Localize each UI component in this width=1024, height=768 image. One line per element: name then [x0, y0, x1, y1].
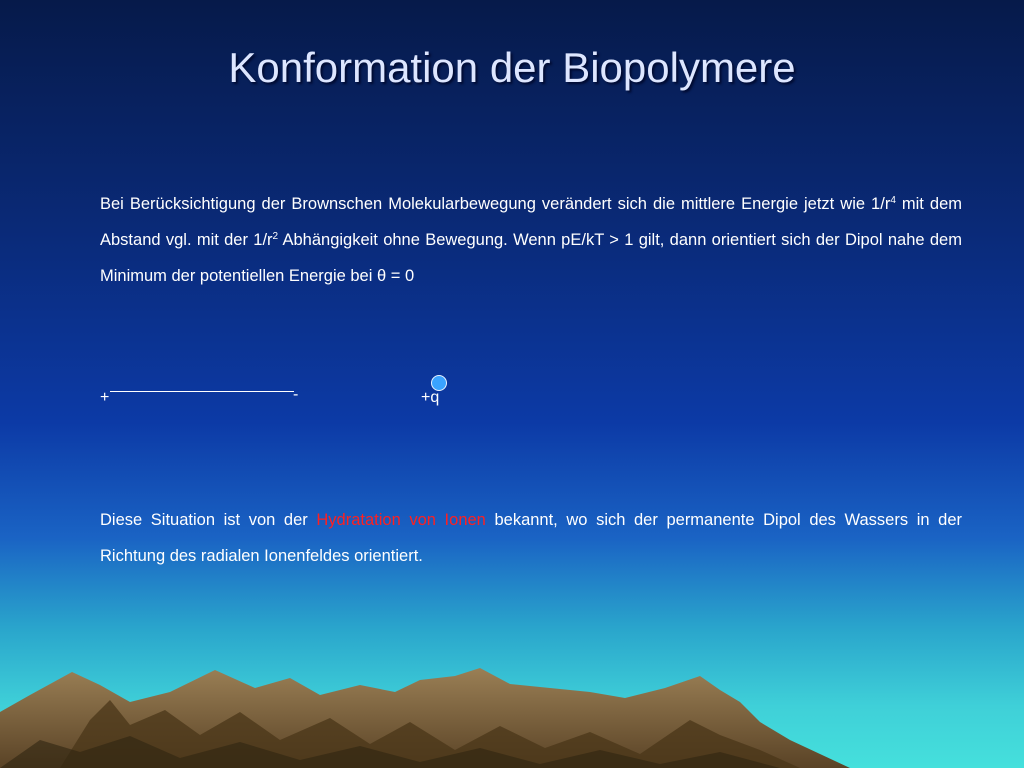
- highlight-term: Hydratation von Ionen: [316, 511, 486, 529]
- dipole-plus-sign: +: [100, 389, 110, 406]
- paragraph-text: Diese Situation ist von der: [100, 511, 317, 529]
- paragraph-text: bekannt, wo sich der permanente Dipol des Wassers in der Richtung des radialen Ionenfeldes orientiert.: [100, 511, 962, 565]
- dipole-minus-sign: -: [293, 386, 299, 403]
- paragraph-energy: [100, 186, 962, 294]
- superscript: 2: [272, 231, 279, 242]
- paragraph-text: Bei Berücksichtigung der Brownschen Molekularbewegung verändert sich die mittlere Energie jetzt wie 1/r: [100, 195, 891, 213]
- dipole-line: [110, 391, 294, 392]
- paragraph-hydration: [100, 502, 962, 574]
- paragraph-text: Abhängigkeit ohne Bewegung. Wenn pE/kT > 1 gilt, dann orientiert sich der Dipol nahe dem Minimum der potentiellen Energie bei θ = 0: [100, 231, 962, 285]
- mountain-range-decoration: [0, 640, 1024, 768]
- superscript: 4: [890, 195, 896, 206]
- charge-label: +q: [421, 389, 440, 406]
- slide-title: Konformation der Biopolymere: [228, 44, 796, 91]
- paragraph-text: mit dem Abstand vgl. mit der 1/r: [100, 195, 962, 249]
